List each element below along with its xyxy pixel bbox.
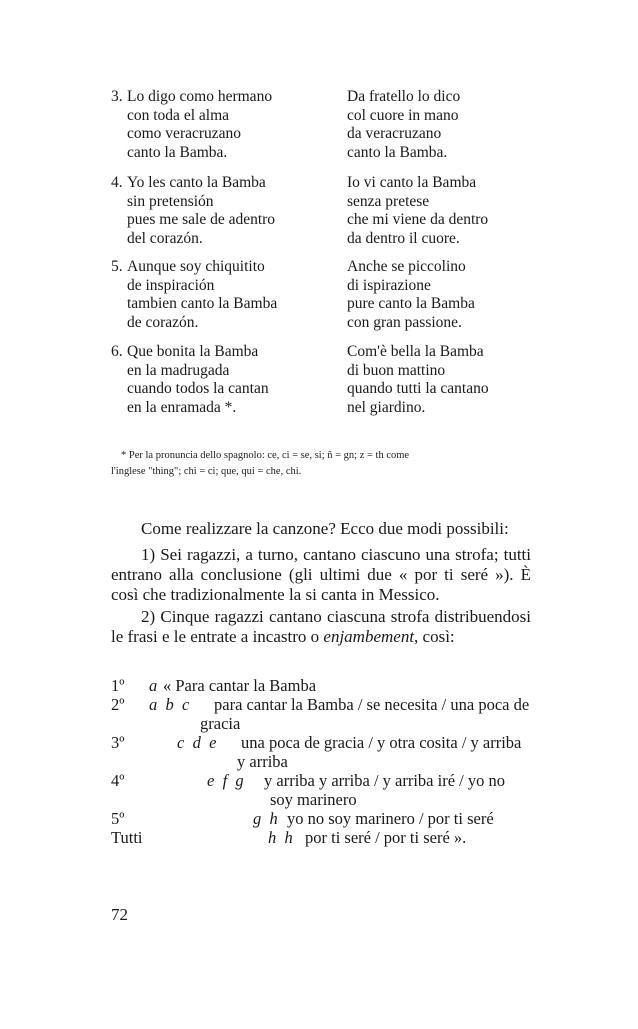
verse-line: sin pretensión: [127, 192, 214, 210]
singer-label: Tutti: [111, 828, 143, 847]
verse-line: senza pretese: [347, 192, 430, 210]
option-2-text: 2) Cinque ragazzi cantano ciascuna strofa distribuendosi le frasi e le entrate a incastro o: [111, 607, 531, 646]
verse-line: che mi viene da dentro: [347, 211, 489, 228]
italian-lines: [347, 174, 488, 248]
schema-row: [111, 695, 551, 714]
verse-line: Da fratello lo dico: [347, 88, 461, 105]
singer-label: 2º: [111, 695, 125, 714]
phrase-letters: g h: [253, 809, 278, 828]
schema-row: [111, 828, 551, 847]
verse-line: da dentro il cuore.: [347, 229, 460, 247]
phrase-text: para cantar la Bamba / se necesita / una poca de: [214, 695, 530, 714]
phrase-letters: a: [149, 676, 158, 695]
verse-number: 6.: [111, 343, 123, 360]
footnote: [111, 448, 531, 480]
verse-line: canto la Bamba.: [127, 143, 228, 161]
verse-line: cuando todos la cantan: [127, 380, 269, 397]
verse-line: col cuore in mano: [347, 106, 459, 124]
verse-number: 3.: [111, 88, 123, 105]
schema-row-continuation: [111, 714, 551, 733]
verse-line: en la madrugada: [127, 361, 230, 379]
verse-line: pues me sale de adentro: [127, 211, 276, 228]
option-1-paragraph: 1) Sei ragazzi, a turno, cantano ciascuno una strofa; tutti entrano alla conclusione (gli ultimi due « por ti seré »). È così che tradizionalmente la si canta in Messico.: [111, 545, 531, 604]
schema-row: [111, 733, 551, 752]
enjambement-term: enjambement: [323, 627, 415, 646]
verse-line: del corazón.: [127, 229, 203, 247]
spanish-lines: [127, 174, 275, 248]
phrase-text: por ti seré / por ti seré ».: [305, 828, 467, 847]
question-paragraph: Come realizzare la canzone? Ecco due modi possibili:: [141, 519, 509, 538]
phrase-continuation: gracia: [200, 714, 241, 733]
italian-lines: [347, 258, 475, 332]
verse-line: Io vi canto la Bamba: [347, 174, 477, 191]
verse-line: pure canto la Bamba: [347, 295, 475, 312]
italian-lines: [347, 343, 489, 417]
page-number: 72: [111, 905, 128, 924]
verse-line: Aunque soy chiquitito: [127, 258, 265, 275]
schema-row: [111, 809, 551, 828]
verse-line: tambien canto la Bamba: [127, 295, 278, 312]
verse-line: en la enramada *.: [127, 398, 237, 416]
option-2-end: , così:: [414, 627, 455, 646]
verse-line: nel giardino.: [347, 398, 426, 416]
singer-label: 1º: [111, 676, 125, 695]
singer-label: 5º: [111, 809, 125, 828]
phrase-text: « Para cantar la Bamba: [163, 676, 317, 695]
phrase-text: y arriba y arriba / y arriba iré / yo no: [264, 771, 505, 790]
verse-line: Anche se piccolino: [347, 258, 466, 275]
verse-line: Com'è bella la Bamba: [347, 343, 484, 360]
schema-row-continuation: [111, 790, 551, 809]
verse-number: 4.: [111, 174, 123, 191]
footnote-line: * Per la pronuncia dello spagnolo: ce, ci = se, si; ñ = gn; z = th come: [121, 450, 410, 461]
verse-line: de corazón.: [127, 313, 199, 331]
schema-row-continuation: [111, 752, 551, 771]
phrase-continuation: y arriba: [237, 752, 288, 771]
verse-line: canto la Bamba.: [347, 143, 448, 161]
phrase-letters: e f g: [207, 771, 244, 790]
phrase-letters: c d e: [177, 733, 217, 752]
option-2-paragraph: [111, 607, 531, 647]
verse-number: 5.: [111, 258, 123, 275]
schema-row: [111, 676, 551, 695]
verse-line: de inspiración: [127, 276, 215, 294]
phrase-continuation: soy marinero: [270, 790, 357, 809]
entry-schema: [111, 676, 551, 847]
verse-line: di buon mattino: [347, 361, 446, 379]
phrase-letters: a b c: [149, 695, 190, 714]
italian-lines: [347, 88, 460, 162]
verse-line: Yo les canto la Bamba: [127, 174, 266, 191]
singer-label: 3º: [111, 733, 125, 752]
verse-line: con gran passione.: [347, 313, 462, 331]
footnote-line: l'inglese "thing"; chi = ci; que, qui = che, chi.: [111, 466, 302, 477]
verse-line: da veracruzano: [347, 125, 442, 142]
singer-label: 4º: [111, 771, 125, 790]
verse-line: Lo digo como hermano: [127, 88, 273, 105]
body-text: [111, 519, 531, 647]
spanish-lines: [127, 343, 269, 417]
verse-line: con toda el alma: [127, 106, 229, 124]
spanish-lines: [127, 88, 272, 162]
verse-line: di ispirazione: [347, 276, 431, 294]
verse-line: como veracruzano: [127, 125, 242, 142]
phrase-text: yo no soy marinero / por ti seré: [287, 809, 494, 828]
spanish-lines: [127, 258, 277, 332]
verse-line: quando tutti la cantano: [347, 380, 489, 397]
phrase-letters: h h: [268, 828, 293, 847]
verse-line: Que bonita la Bamba: [127, 343, 259, 360]
schema-row: [111, 771, 551, 790]
phrase-text: una poca de gracia / y otra cosita / y arriba: [241, 733, 522, 752]
